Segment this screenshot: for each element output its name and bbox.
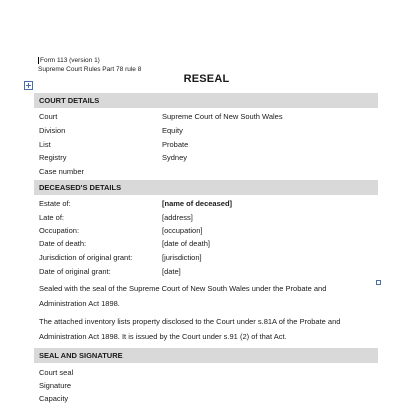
- row-value: Equity: [162, 126, 183, 135]
- row-label: Signature: [39, 381, 72, 390]
- text-cursor: [38, 57, 39, 64]
- row-value: Sydney: [162, 153, 188, 162]
- form-meta: [38, 56, 141, 74]
- row-label: Capacity: [39, 394, 69, 403]
- row-value: Supreme Court of New South Wales: [162, 112, 283, 121]
- row-label: Date of original grant:: [39, 267, 111, 276]
- row-value[interactable]: [date of death]: [162, 239, 210, 248]
- division-row: [39, 124, 379, 138]
- signature-row: [39, 379, 379, 393]
- row-label: Registry: [39, 153, 67, 162]
- late-of-row: [39, 211, 379, 225]
- form-rule: Supreme Court Rules Part 78 rule 8: [38, 66, 142, 73]
- anchor-box-icon[interactable]: [376, 280, 381, 285]
- table-move-handle-icon[interactable]: [24, 81, 33, 90]
- row-label: Case number: [39, 167, 85, 176]
- date-of-original-grant-row: [39, 265, 379, 279]
- registry-row: [39, 151, 379, 165]
- list-row: [39, 138, 379, 152]
- paragraph-line: Sealed with the seal of the Supreme Court of New South Wales under the Probate and: [39, 284, 327, 293]
- row-label: Court seal: [39, 368, 74, 377]
- paragraph-line: Administration Act 1898. It is issued by the Court under s.91 (2) of that Act.: [39, 332, 287, 341]
- row-label: Date of death:: [39, 239, 87, 248]
- deceased-details-heading: DECEASED'S DETAILS: [34, 180, 378, 195]
- row-label: Jurisdiction of original grant:: [39, 253, 133, 262]
- paragraph-line: The attached inventory lists property disclosed to the Court under s.81A of the Probate and: [39, 317, 341, 326]
- row-label: Late of:: [39, 213, 65, 222]
- row-label: List: [39, 140, 51, 149]
- row-value[interactable]: [occupation]: [162, 226, 203, 235]
- row-value[interactable]: [name of deceased]: [162, 199, 233, 208]
- inventory-statement-paragraph: [39, 314, 379, 344]
- form-number: Form 113 (version 1): [40, 57, 100, 64]
- row-label: Estate of:: [39, 199, 71, 208]
- case-number-row: [39, 165, 379, 179]
- court-row: [39, 110, 379, 124]
- row-value[interactable]: [date]: [162, 267, 181, 276]
- row-label: Occupation:: [39, 226, 80, 235]
- occupation-row: [39, 224, 379, 238]
- row-label: Division: [39, 126, 66, 135]
- estate-row: [39, 197, 379, 211]
- capacity-row: [39, 392, 379, 406]
- court-seal-row: [39, 366, 379, 380]
- row-label: Court: [39, 112, 58, 121]
- row-value: Probate: [162, 140, 189, 149]
- court-details-heading: COURT DETAILS: [34, 93, 378, 108]
- jurisdiction-row: [39, 251, 379, 265]
- paragraph-line: Administration Act 1898.: [39, 299, 120, 308]
- seal-signature-heading: SEAL AND SIGNATURE: [34, 348, 378, 363]
- date-of-death-row: [39, 237, 379, 251]
- seal-statement-paragraph: [39, 281, 379, 311]
- row-value[interactable]: [address]: [162, 213, 193, 222]
- row-value[interactable]: [jurisdiction]: [162, 253, 202, 262]
- document-title: RESEAL: [183, 73, 230, 85]
